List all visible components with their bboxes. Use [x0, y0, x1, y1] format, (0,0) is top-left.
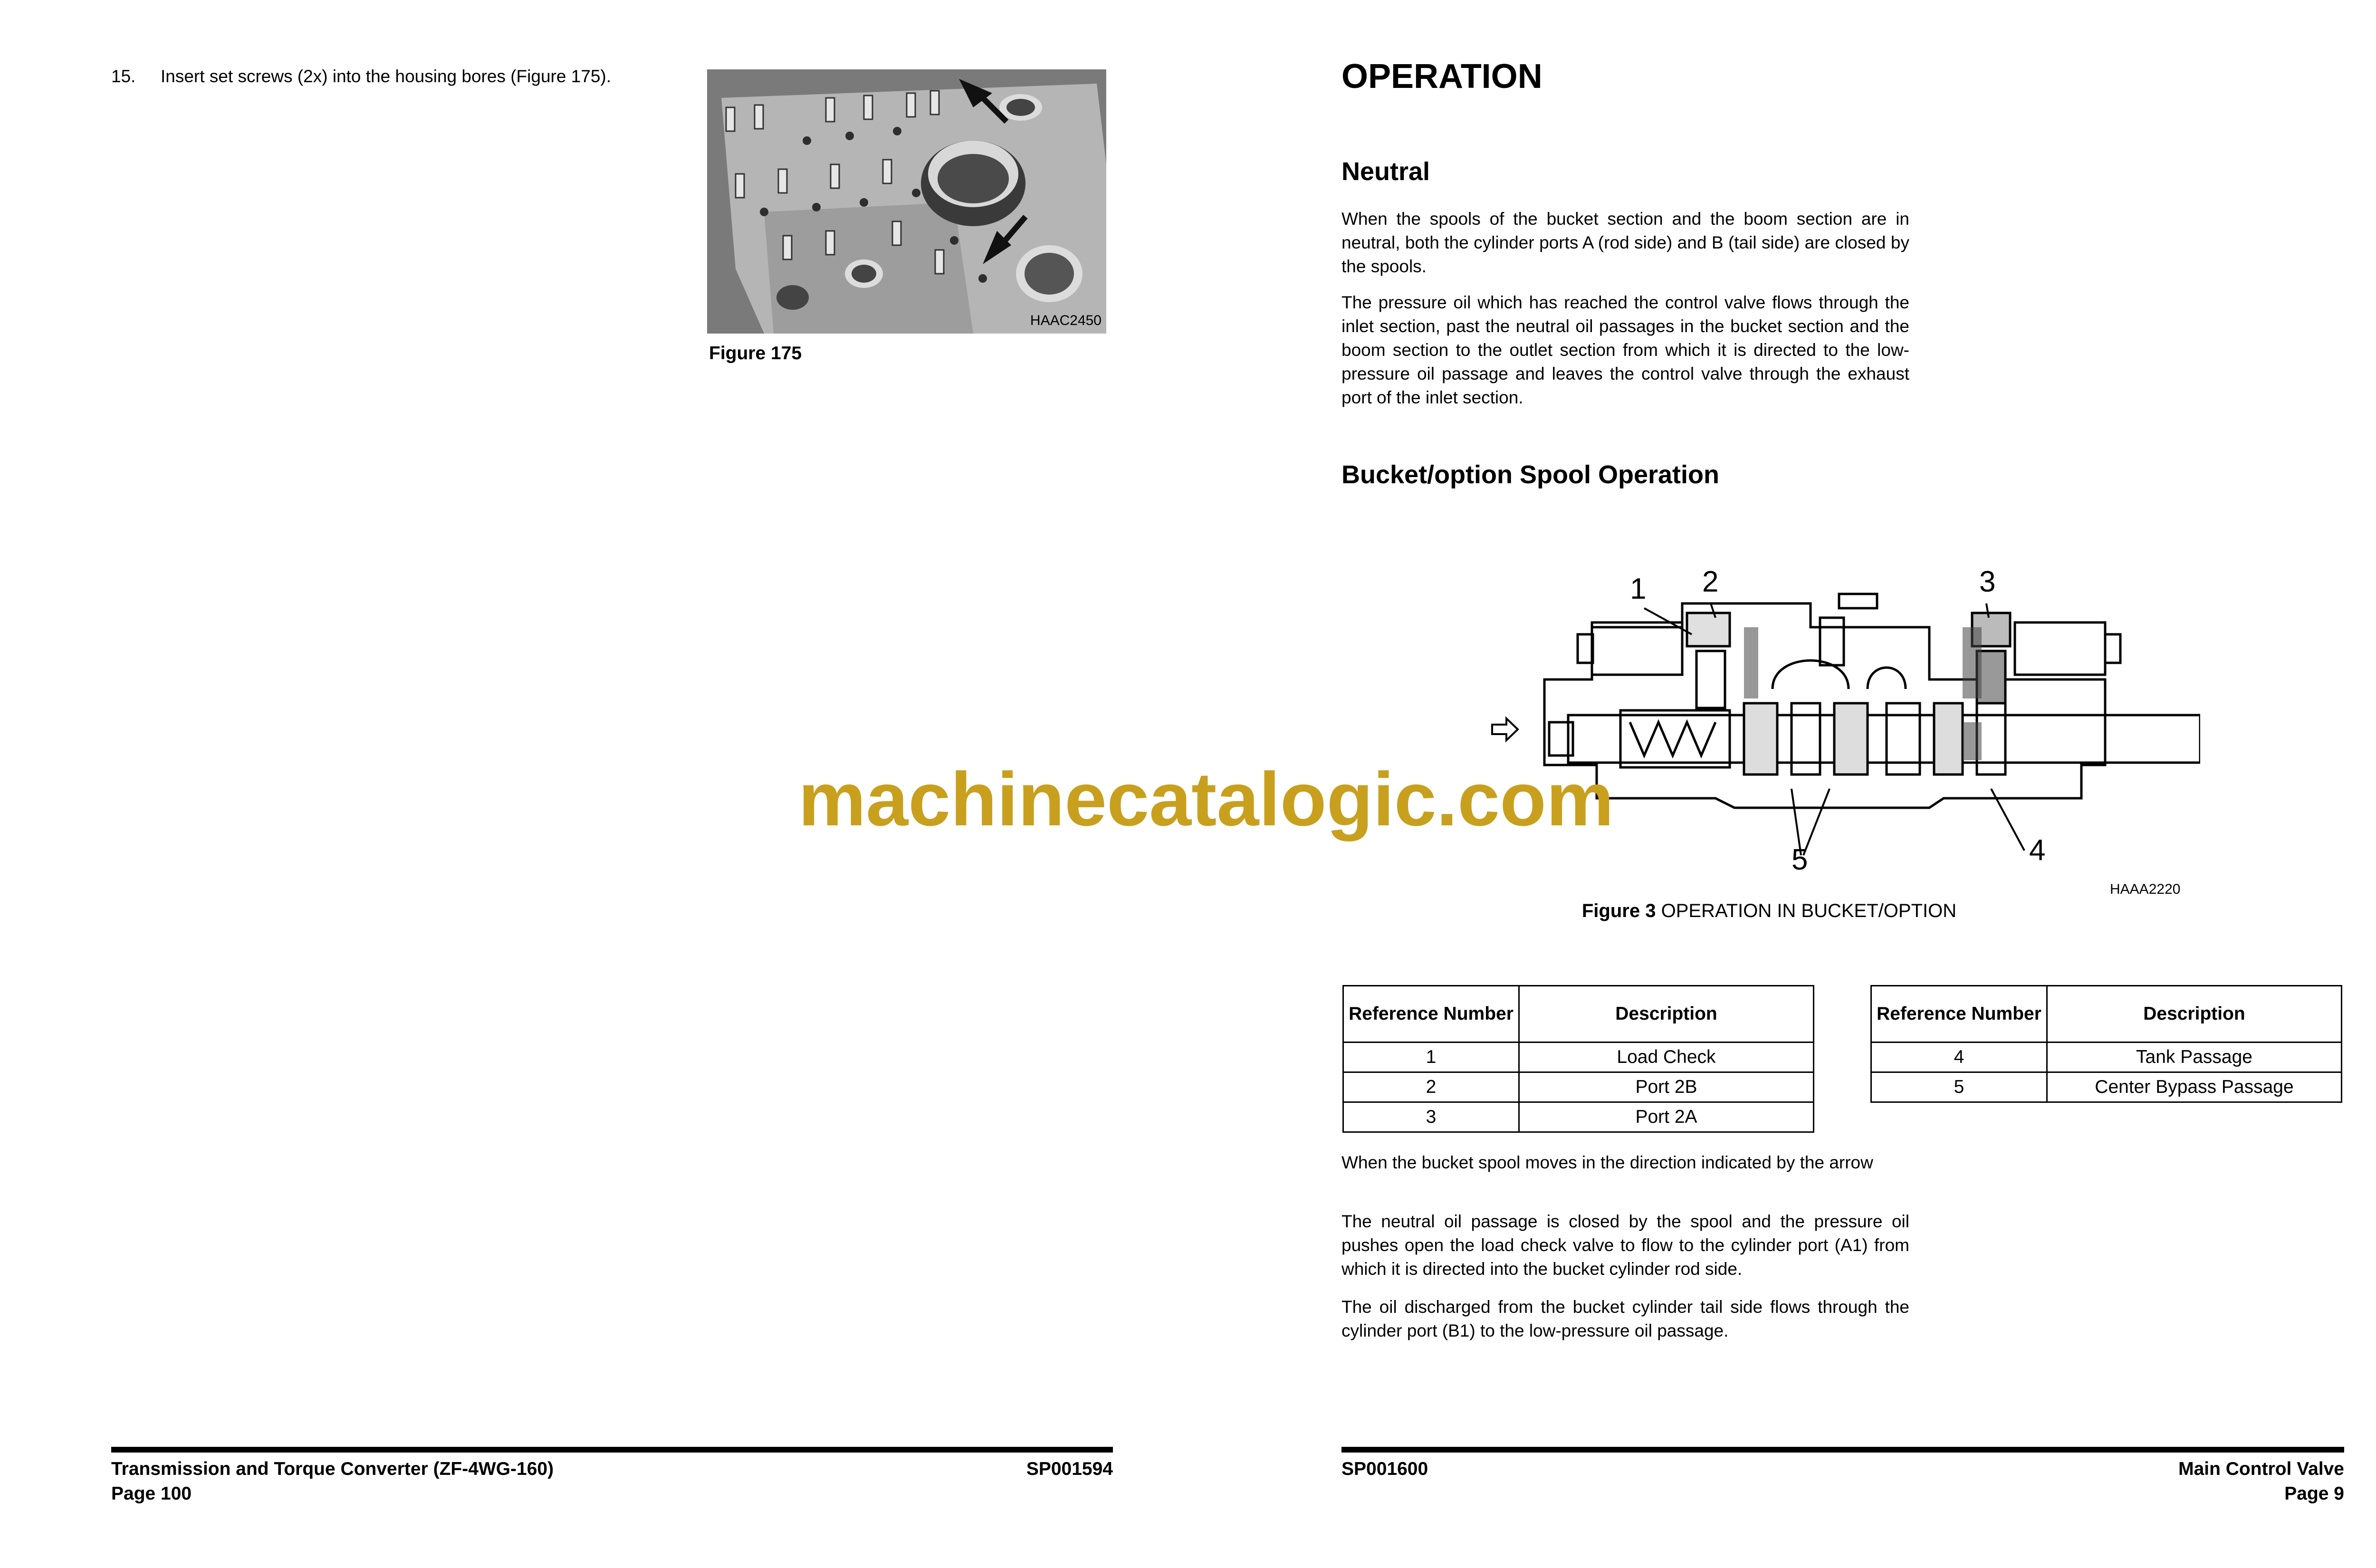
footer-title-right: Main Control Valve: [2178, 1459, 2344, 1479]
footer-code-left: SP001594: [1026, 1459, 1113, 1479]
figure-3-image-code: HAAA2220: [2110, 881, 2181, 897]
table-row: [1871, 1072, 2342, 1102]
footer-page-right: Page 9: [2284, 1483, 2344, 1504]
footer-code-right: SP001600: [1341, 1459, 1428, 1479]
footer-page-left: Page 100: [111, 1483, 192, 1504]
reference-table-right: [1870, 985, 2342, 1103]
footer-rule-left: [111, 1447, 1113, 1453]
table-header-row: [1343, 986, 1814, 1042]
header-description: Description: [1519, 986, 1814, 1042]
figure-3-label: Figure 3: [1581, 900, 1656, 921]
callout-1: 1: [1630, 573, 1647, 605]
header-reference-number: Reference Number: [1871, 986, 2047, 1042]
table-row: [1343, 1102, 1814, 1132]
figure-3-caption: [1341, 900, 2197, 922]
ref-cell: 2: [1343, 1072, 1519, 1102]
table-row: [1343, 1042, 1814, 1072]
desc-cell: Port 2B: [1519, 1072, 1814, 1102]
ref-cell: 3: [1343, 1102, 1519, 1132]
figure-175-caption: Figure 175: [709, 343, 802, 363]
callout-5: 5: [1792, 843, 1808, 876]
header-reference-number: Reference Number: [1343, 986, 1519, 1042]
footer-rule-right: [1341, 1447, 2344, 1453]
bucket-paragraph-3: The oil discharged from the bucket cylinder tail side flows through the cylinder port (B1) to the low-pressure oil passage.: [1341, 1297, 1909, 1340]
neutral-paragraph-2: The pressure oil which has reached the control valve flows through the inlet section, past the neutral oil passages in the bucket section and the boom section to the outlet section from which it is directed to the low-pressure oil passage and leaves the control valve through the exhaust port of the inlet section.: [1341, 293, 1909, 407]
desc-cell: Center Bypass Passage: [2047, 1072, 2342, 1102]
bucket-paragraph-1: When the bucket spool moves in the direction indicated by the arrow: [1341, 1153, 1873, 1172]
ref-cell: 5: [1871, 1072, 2047, 1102]
ref-cell: 4: [1871, 1042, 2047, 1072]
callout-4: 4: [2029, 834, 2046, 867]
ref-cell: 1: [1343, 1042, 1519, 1072]
footer-title-left: Transmission and Torque Converter (ZF-4WG-160): [111, 1459, 554, 1479]
table-row: [1343, 1072, 1814, 1102]
desc-cell: Port 2A: [1519, 1102, 1814, 1132]
bucket-paragraph-2: The neutral oil passage is closed by the spool and the pressure oil pushes open the load check valve to flow to the cylinder port (A1) from which it is directed into the bucket cylinder rod side.: [1341, 1212, 1909, 1279]
watermark: machinecatalogic.com: [798, 756, 1614, 841]
section-heading-neutral: Neutral: [1341, 157, 1430, 186]
figure-175-image-code: HAAC2450: [1030, 313, 1102, 328]
page-title: OPERATION: [1341, 57, 1542, 96]
figure-3-caption-text: OPERATION IN BUCKET/OPTION: [1656, 900, 1957, 921]
section-heading-bucket: Bucket/option Spool Operation: [1341, 460, 1719, 489]
figure-175-photo: [707, 69, 1106, 334]
step-15: [111, 65, 611, 88]
header-description: Description: [2047, 986, 2342, 1042]
callout-3: 3: [1979, 565, 1996, 598]
table-row: [1871, 1042, 2342, 1072]
step-number: 15.: [111, 67, 136, 86]
callout-2: 2: [1702, 565, 1719, 598]
desc-cell: Tank Passage: [2047, 1042, 2342, 1072]
table-header-row: [1871, 986, 2342, 1042]
housing-photo-illustration: [707, 69, 1106, 334]
neutral-paragraph-1: When the spools of the bucket section and the boom section are in neutral, both the cylinder ports A (rod side) and B (tail side) are closed by the spools.: [1341, 209, 1909, 276]
reference-table-left: [1342, 985, 1814, 1133]
step-text: Insert set screws (2x) into the housing bores (Figure 175).: [161, 67, 612, 86]
desc-cell: Load Check: [1519, 1042, 1814, 1072]
